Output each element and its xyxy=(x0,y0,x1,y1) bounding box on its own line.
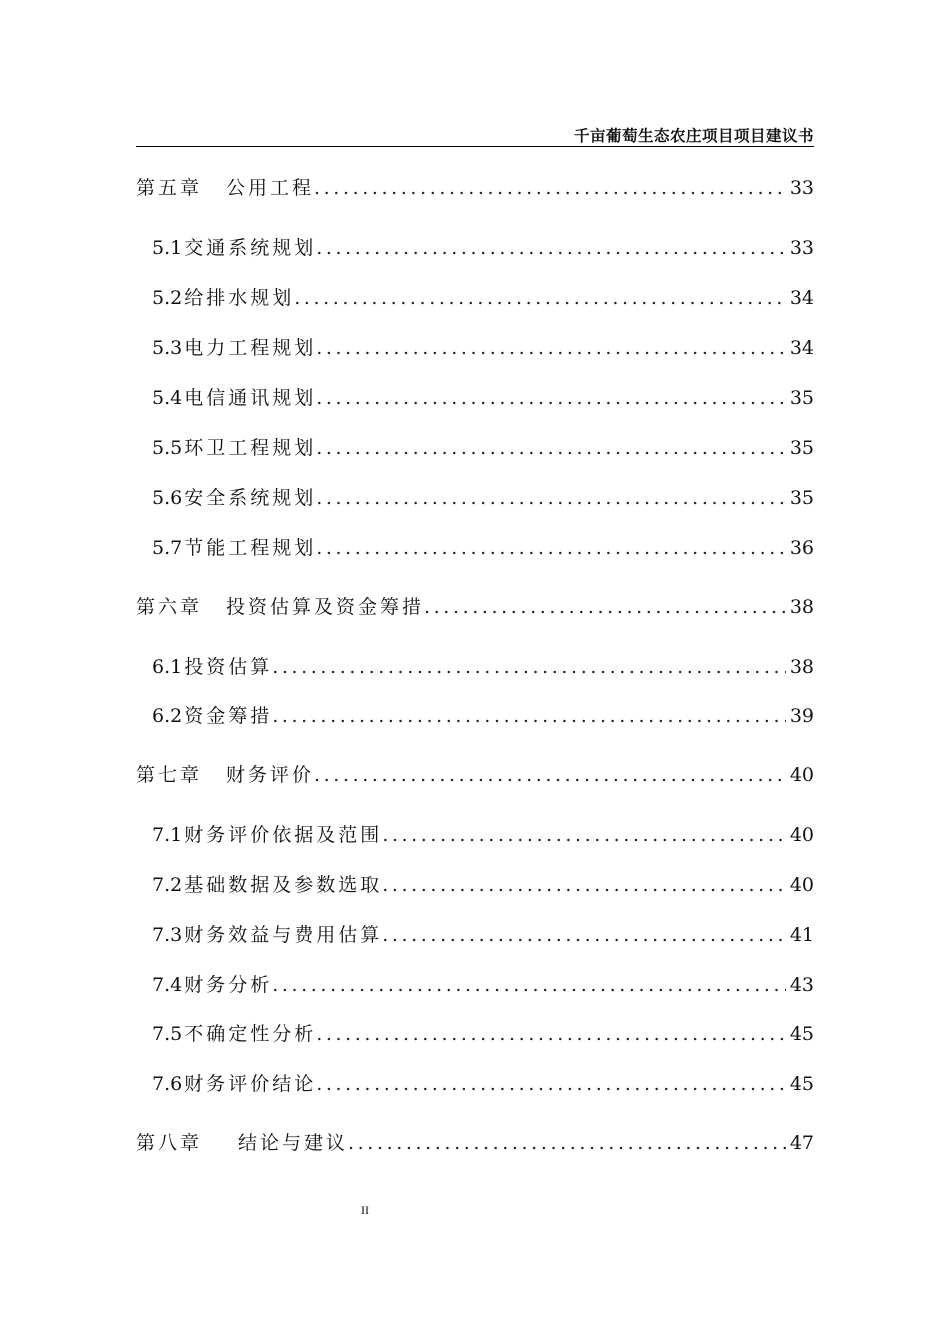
toc-section-entry[interactable] xyxy=(136,820,814,850)
toc-dot-leader xyxy=(348,1128,786,1158)
toc-section-number: 5.5 xyxy=(152,437,183,459)
toc-entry-title: 财务分析 xyxy=(184,974,273,996)
toc-page-number: 38 xyxy=(789,596,814,618)
toc-dot-leader xyxy=(272,652,786,682)
toc-section-number: 5.3 xyxy=(152,337,183,359)
toc-page-number: 34 xyxy=(789,287,814,309)
toc-dot-leader xyxy=(382,820,786,850)
toc-entry-title: 财务评价依据及范围 xyxy=(184,824,383,846)
toc-dot-leader xyxy=(424,592,786,622)
toc-dot-leader xyxy=(316,333,786,363)
toc-entry-title: 结论与建议 xyxy=(238,1132,349,1154)
toc-dot-leader xyxy=(272,970,786,1000)
toc-chapter-label: 第六章 xyxy=(136,596,203,618)
toc-dot-leader xyxy=(382,870,786,900)
toc-dot-leader xyxy=(272,701,786,731)
toc-page-number: 33 xyxy=(789,177,814,199)
toc-section-number: 5.4 xyxy=(152,387,183,409)
toc-section-entry[interactable] xyxy=(136,920,814,950)
toc-entry-title: 财务效益与费用估算 xyxy=(184,924,383,946)
toc-page-number: 45 xyxy=(789,1073,814,1095)
toc-section-entry[interactable] xyxy=(136,1019,814,1049)
toc-page-number: 35 xyxy=(789,437,814,459)
toc-chapter-label: 第八章 xyxy=(136,1132,203,1154)
toc-chapter-entry[interactable] xyxy=(136,592,814,622)
toc-section-entry[interactable] xyxy=(136,233,814,263)
toc-entry-title: 节能工程规划 xyxy=(184,537,317,559)
toc-page-number: 39 xyxy=(789,705,814,727)
toc-page-number: 34 xyxy=(789,337,814,359)
toc-section-entry[interactable] xyxy=(136,483,814,513)
toc-chapter-label: 第五章 xyxy=(136,177,203,199)
toc-entry-title: 基础数据及参数选取 xyxy=(184,874,383,896)
toc-entry-title: 不确定性分析 xyxy=(184,1023,317,1045)
toc-page-number: 33 xyxy=(789,237,814,259)
page-number: II xyxy=(361,1203,369,1217)
toc-section-number: 7.5 xyxy=(152,1023,183,1045)
toc-dot-leader xyxy=(294,283,786,313)
toc-entry-title: 财务评价 xyxy=(226,764,315,786)
toc-section-entry[interactable] xyxy=(136,701,814,731)
toc-chapter-entry[interactable] xyxy=(136,760,814,790)
toc-section-entry[interactable] xyxy=(136,1069,814,1099)
toc-dot-leader xyxy=(314,173,786,203)
toc-entry-title: 公用工程 xyxy=(226,177,315,199)
toc-page-number: 41 xyxy=(789,924,814,946)
toc-dot-leader xyxy=(316,1069,786,1099)
toc-section-number: 7.4 xyxy=(152,974,183,996)
toc-section-number: 5.2 xyxy=(152,287,183,309)
toc-page-number: 40 xyxy=(789,824,814,846)
toc-section-number: 7.2 xyxy=(152,874,183,896)
toc-section-entry[interactable] xyxy=(136,970,814,1000)
toc-dot-leader xyxy=(316,383,786,413)
toc-entry-title: 投资估算及资金筹措 xyxy=(226,596,425,618)
toc-section-entry[interactable] xyxy=(136,652,814,682)
toc-section-entry[interactable] xyxy=(136,533,814,563)
toc-dot-leader xyxy=(314,760,786,790)
toc-section-entry[interactable] xyxy=(136,333,814,363)
toc-dot-leader xyxy=(316,233,786,263)
toc-entry-title: 电力工程规划 xyxy=(184,337,317,359)
toc-chapter-entry[interactable] xyxy=(136,173,814,203)
toc-entry-title: 安全系统规划 xyxy=(184,487,317,509)
toc-section-entry[interactable] xyxy=(136,283,814,313)
toc-entry-title: 资金筹措 xyxy=(184,705,273,727)
toc-page-number: 47 xyxy=(789,1132,814,1154)
toc-section-entry[interactable] xyxy=(136,870,814,900)
toc-chapter-label: 第七章 xyxy=(136,764,203,786)
toc-page-number: 43 xyxy=(789,974,814,996)
toc-page-number: 40 xyxy=(789,874,814,896)
toc-page-number: 45 xyxy=(789,1023,814,1045)
header-rule xyxy=(136,146,814,147)
toc-section-number: 6.1 xyxy=(152,656,183,678)
toc-page-number: 36 xyxy=(789,537,814,559)
document-header-title: 千亩葡萄生态农庄项目项目建议书 xyxy=(573,127,814,145)
toc-dot-leader xyxy=(316,433,786,463)
toc-page-number: 40 xyxy=(789,764,814,786)
toc-entry-title: 电信通讯规划 xyxy=(184,387,317,409)
toc-page-number: 35 xyxy=(789,387,814,409)
toc-page-number: 38 xyxy=(789,656,814,678)
toc-dot-leader xyxy=(316,533,786,563)
toc-entry-title: 财务评价结论 xyxy=(184,1073,317,1095)
toc-page-number: 35 xyxy=(789,487,814,509)
toc-dot-leader xyxy=(382,920,786,950)
toc-section-number: 5.6 xyxy=(152,487,183,509)
toc-entry-title: 交通系统规划 xyxy=(184,237,317,259)
toc-entry-title: 给排水规划 xyxy=(184,287,295,309)
toc-entry-title: 环卫工程规划 xyxy=(184,437,317,459)
toc-section-number: 7.1 xyxy=(152,824,183,846)
toc-section-number: 6.2 xyxy=(152,705,183,727)
toc-section-number: 7.3 xyxy=(152,924,183,946)
toc-section-entry[interactable] xyxy=(136,383,814,413)
toc-entry-title: 投资估算 xyxy=(184,656,273,678)
toc-chapter-entry[interactable] xyxy=(136,1128,814,1158)
toc-section-entry[interactable] xyxy=(136,433,814,463)
toc-section-number: 5.1 xyxy=(152,237,183,259)
toc-section-number: 7.6 xyxy=(152,1073,183,1095)
toc-section-number: 5.7 xyxy=(152,537,183,559)
toc-dot-leader xyxy=(316,1019,786,1049)
toc-dot-leader xyxy=(316,483,786,513)
